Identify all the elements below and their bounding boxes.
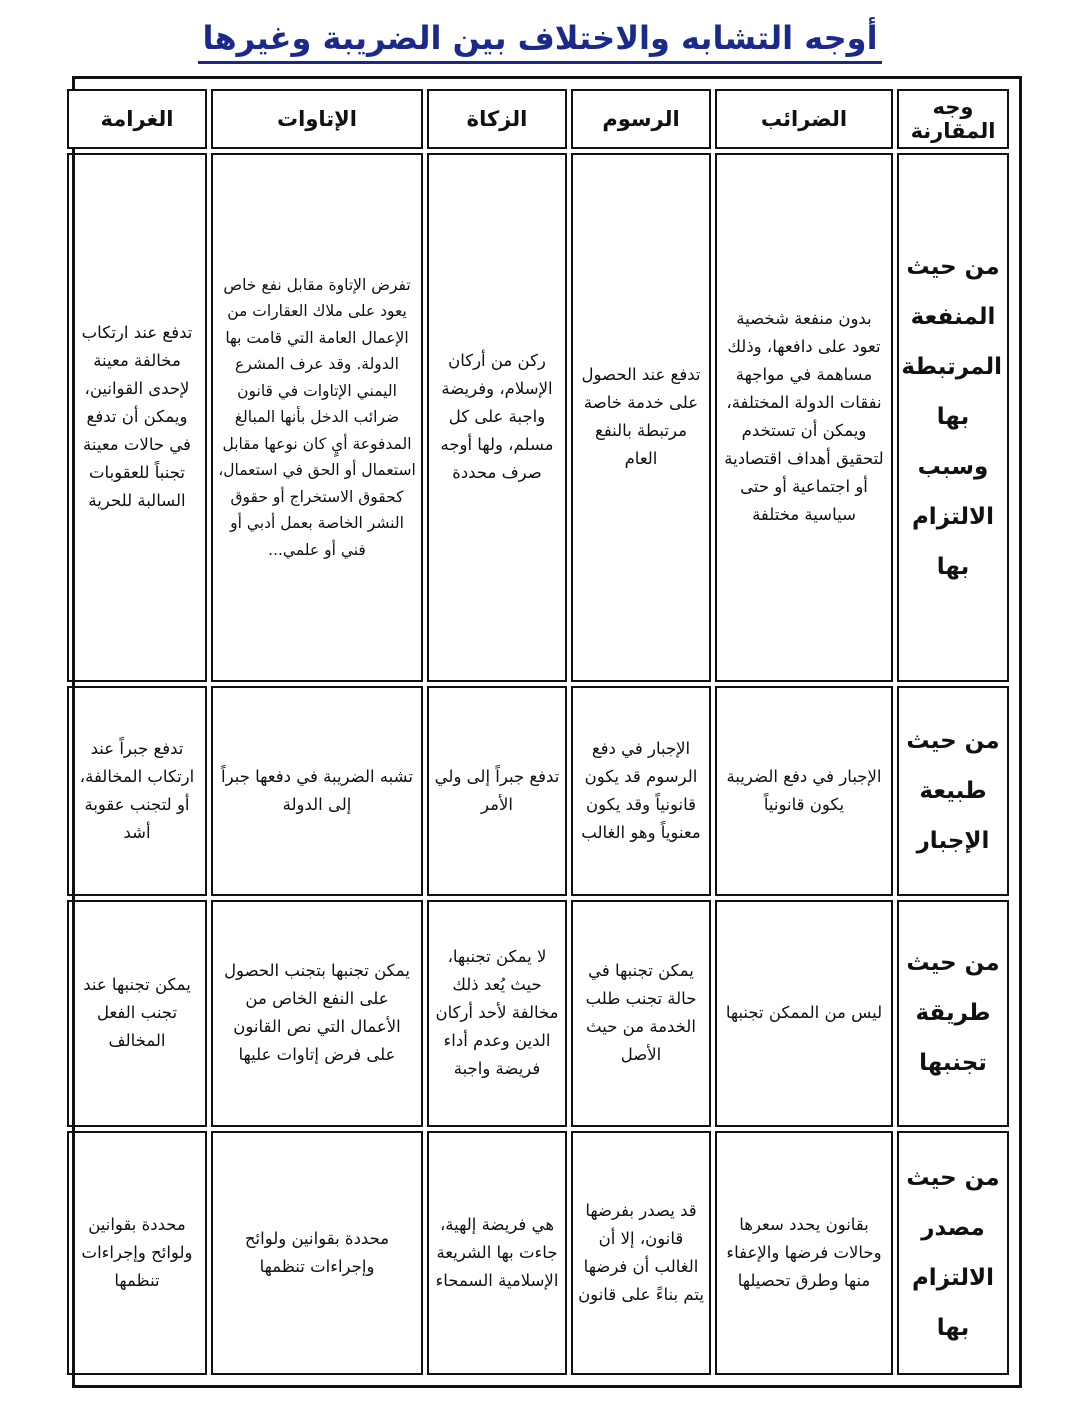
page-title: أوجه التشابه والاختلاف بين الضريبة وغيرها (198, 19, 881, 64)
levies-cell: محددة بقوانين ولوائح وإجراءات تنظمها (211, 1131, 423, 1375)
fees-cell: يمكن تجنبها في حالة تجنب طلب الخدمة من حيث الأصل (571, 900, 711, 1126)
table-row (67, 153, 1009, 682)
header-row (67, 89, 1009, 149)
taxes-cell: بقانون يحدد سعرها وحالات فرضها والإعفاء منها وطرق تحصيلها (715, 1131, 893, 1375)
zakat-cell: لا يمكن تجنبها، حيث يُعد ذلك مخالفة لأحد أركان الدين وعدم أداء فريضة واجبة (427, 900, 567, 1126)
zakat-cell: ركن من أركان الإسلام، وفريضة واجبة على كل مسلم، ولها أوجه صرف محددة (427, 153, 567, 682)
header-taxes: الضرائب (715, 89, 893, 149)
header-fine: الغرامة (67, 89, 207, 149)
fine-cell: يمكن تجنبها عند تجنب الفعل المخالف (67, 900, 207, 1126)
table-row (67, 900, 1009, 1126)
header-aspect: وجه المقارنة (897, 89, 1009, 149)
fine-cell: تدفع عند ارتكاب مخالفة معينة لإحدى القوانين، ويمكن أن تدفع في حالات معينة تجنباً للعقوبات السالبة للحرية (67, 153, 207, 682)
fine-cell: محددة بقوانين ولوائح وإجراءات تنظمها (67, 1131, 207, 1375)
fees-cell: قد يصدر بفرضها قانون، إلا أن الغالب أن فرضها يتم بناءً على قانون (571, 1131, 711, 1375)
fine-cell: تدفع جبراً عند ارتكاب المخالفة، أو لتجنب عقوبة أشد (67, 686, 207, 896)
table-row (67, 1131, 1009, 1375)
page-title-wrap (0, 16, 1080, 66)
row-aspect-cell: من حيث مصدر الالتزام بها (897, 1131, 1009, 1375)
table-row (67, 686, 1009, 896)
row-aspect-cell: من حيث المنفعة المرتبطة بها وسبب الالتزام بها (897, 153, 1009, 682)
row-aspect-cell: من حيث طبيعة الإجبار (897, 686, 1009, 896)
levies-cell: تشبه الضريبة في دفعها جبراً إلى الدولة (211, 686, 423, 896)
levies-cell: يمكن تجنبها بتجنب الحصول على النفع الخاص من الأعمال التي نص القانون على فرض إتاوات عليها (211, 900, 423, 1126)
fees-cell: الإجبار في دفع الرسوم قد يكون قانونياً وقد يكون معنوياً وهو الغالب (571, 686, 711, 896)
comparison-table (63, 85, 1013, 1379)
comparison-table-frame (72, 76, 1022, 1388)
fees-cell: تدفع عند الحصول على خدمة خاصة مرتبطة بالنفع العام (571, 153, 711, 682)
row-aspect-cell: من حيث طريقة تجنبها (897, 900, 1009, 1126)
levies-cell: تفرض الإتاوة مقابل نفع خاص يعود على ملاك العقارات من الإعمال العامة التي قامت بها الدولة. وقد عرف المشرع اليمني الإتاوات في قانون ضرائب الدخل بأنها المبالغ المدفوعة أيٍ كان نوعها مقابل استعمال أو الحق في استعمال، كحقوق الاستخراج أو حقوق النشر الخاصة بعمل أدبي أو فني أو علمي... (211, 153, 423, 682)
header-zakat: الزكاة (427, 89, 567, 149)
taxes-cell: ليس من الممكن تجنبها (715, 900, 893, 1126)
header-levies: الإتاوات (211, 89, 423, 149)
taxes-cell: بدون منفعة شخصية تعود على دافعها، وذلك مساهمة في مواجهة نفقات الدولة المختلفة، ويمكن أن تستخدم لتحقيق أهداف اقتصادية أو اجتماعية أو حتى سياسية مختلفة (715, 153, 893, 682)
zakat-cell: هي فريضة إلهية، جاءت بها الشريعة الإسلامية السمحاء (427, 1131, 567, 1375)
zakat-cell: تدفع جبراً إلى ولي الأمر (427, 686, 567, 896)
taxes-cell: الإجبار في دفع الضريبة يكون قانونياً (715, 686, 893, 896)
header-fees: الرسوم (571, 89, 711, 149)
